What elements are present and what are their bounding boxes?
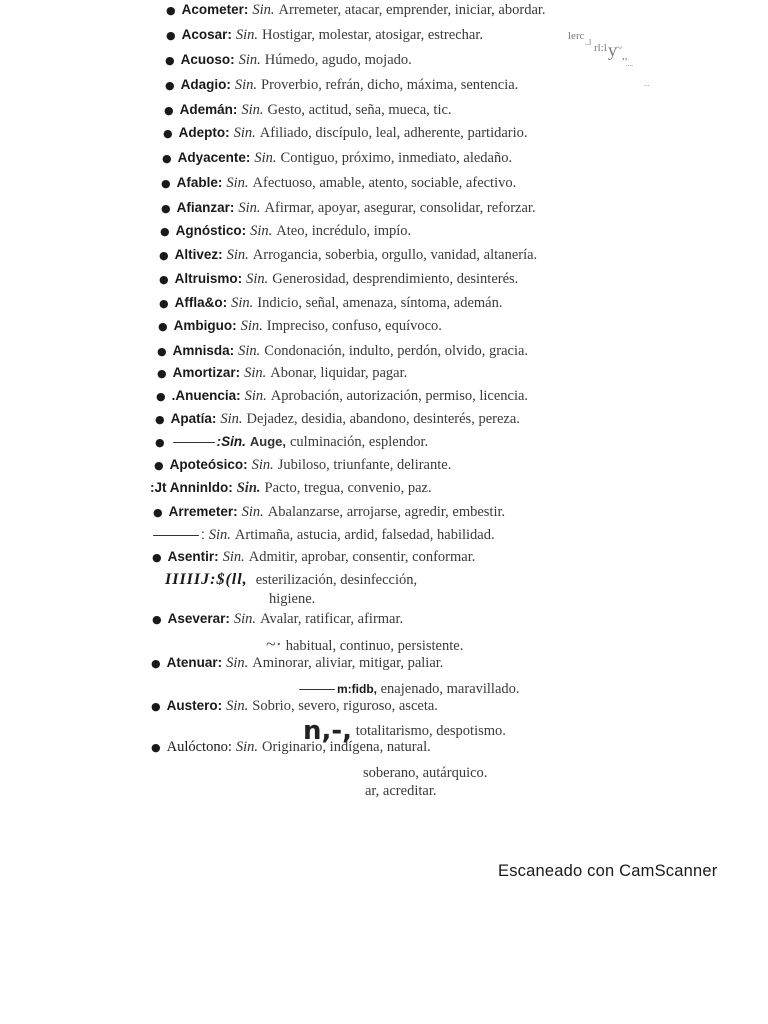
- entry-sin: Sin.: [236, 480, 261, 496]
- bullet-icon: ●: [164, 104, 174, 117]
- entry-sin: Sin.: [222, 549, 245, 565]
- entry-term: Acosar:: [181, 27, 232, 42]
- entry-sin: Sin.: [250, 223, 273, 239]
- entry-definitions: Generosidad, desprendimiento, desinterés.: [272, 271, 519, 287]
- entry-armisticio: [150, 479, 432, 497]
- entry-term: Adyacente:: [177, 150, 251, 165]
- entry-sin: Auge,: [249, 434, 286, 449]
- entry-definitions: totalitarismo, despotismo.: [355, 723, 506, 739]
- entry-term: Affla&o:: [174, 295, 228, 310]
- entry-definitions: Dejadez, desidia, abandono, desinterés, pereza.: [246, 411, 520, 427]
- scribble-text: rl:l: [594, 42, 607, 54]
- entry-definitions: Abalanzarse, arrojarse, agredir, embestir.: [267, 504, 506, 520]
- bullet-icon: ●: [155, 413, 165, 426]
- entry-acuoso: [165, 51, 412, 70]
- entry-asepsia-continued: [269, 590, 315, 608]
- bullet-icon: ●: [166, 4, 176, 17]
- entry-definitions: Pacto, tregua, convenio, paz.: [264, 480, 432, 496]
- entry-sin: Sin.: [251, 457, 274, 473]
- entry-anuencia: [156, 387, 528, 406]
- entry-sin: Sin.: [226, 175, 249, 191]
- entry-term: ~·: [266, 634, 282, 654]
- entry-definitions: enajenado, maravillado.: [380, 681, 520, 697]
- entry-definitions: Ateo, incrédulo, impío.: [276, 223, 412, 239]
- entry-term: Atenuar:: [166, 655, 223, 670]
- entry-definitions: Sobrio, severo, riguroso, asceta.: [252, 698, 438, 714]
- entry-atenuar: [151, 654, 443, 673]
- entry-sin: Sin.: [244, 388, 267, 404]
- entry-term: n,-,: [303, 716, 353, 746]
- entry-aseverar: [152, 610, 403, 629]
- scribble-text: lerc: [568, 30, 585, 42]
- entry-term: Agnóstico:: [175, 223, 247, 238]
- scribble-text: ..l: [585, 38, 592, 47]
- entry-term: Asentir:: [167, 549, 219, 564]
- entry-sin: Sin.: [226, 698, 249, 714]
- entry-amnistia: [157, 342, 528, 361]
- smudge-dash-icon: [299, 689, 335, 690]
- entry-sin: Sin.: [208, 527, 231, 543]
- entry-definitions: Afectuoso, amable, atento, sociable, afectivo.: [252, 175, 517, 191]
- entry-afable: [161, 174, 516, 193]
- scribble-text: ~: [616, 42, 622, 54]
- entry-sin: Sin.: [238, 200, 261, 216]
- entry-term: Austero:: [166, 698, 223, 713]
- entry-definitions: Hostigar, molestar, atosigar, estrechar.: [262, 27, 483, 43]
- entry-agnostico: [160, 222, 411, 241]
- entry-term: Acometer:: [181, 2, 249, 17]
- entry-altruismo: [159, 270, 518, 289]
- entry-term: :: [201, 527, 205, 542]
- entry-ademan: [164, 101, 452, 120]
- bullet-icon: ●: [166, 29, 176, 42]
- entry-term: Aseverar:: [167, 611, 230, 626]
- bullet-icon: ●: [160, 225, 170, 238]
- entry-term: Amnisda:: [172, 343, 235, 358]
- entry-sin: Sin.: [254, 150, 277, 166]
- entry-definitions: Avalar, ratificar, afirmar.: [260, 611, 404, 627]
- entry-definitions: Artimaña, astucia, ardid, falsedad, habilidad.: [234, 527, 495, 543]
- scanner-watermark: Escaneado con CamScanner: [498, 862, 718, 880]
- entry-definitions: Indicio, señal, amenaza, síntoma, ademán.: [257, 295, 503, 311]
- entry-sin: Sin.: [244, 365, 267, 381]
- bullet-icon: ●: [165, 79, 175, 92]
- bullet-icon: ●: [163, 127, 173, 140]
- bullet-icon: ●: [162, 152, 172, 165]
- entry-altivez: [159, 246, 537, 265]
- entry-definitions: Jubiloso, triunfante, delirante.: [277, 457, 452, 473]
- entry-definitions: ar, acreditar.: [365, 783, 437, 799]
- entry-definitions: Gesto, actitud, seña, mueca, tic.: [267, 102, 452, 118]
- bullet-icon: ●: [161, 202, 171, 215]
- entry-definitions: Afiliado, discípulo, leal, adherente, partidario.: [259, 125, 528, 141]
- entry-sin: Sin.: [240, 318, 263, 334]
- entry-sin: Sin.: [241, 504, 264, 520]
- entry-autoctono: [151, 738, 431, 757]
- entry-definitions: Contiguo, próximo, inmediato, aledaño.: [280, 150, 513, 166]
- entry-austero: [151, 697, 438, 716]
- entry-term: Apatía:: [170, 411, 217, 426]
- entry-term: IIIIIJ:$(ll,: [165, 571, 248, 588]
- entry-asiduo: [266, 635, 463, 655]
- entry-sin: Sin.: [220, 411, 243, 427]
- bullet-icon: ●: [154, 459, 164, 472]
- entry-term: Ambiguo:: [173, 318, 237, 333]
- entry-definitions: Afirmar, apoyar, asegurar, consolidar, reforzar.: [264, 200, 536, 216]
- scribble-text: ,,: [622, 50, 628, 62]
- entry-sin: Sin.: [226, 247, 249, 263]
- entry-definitions: Abonar, liquidar, pagar.: [270, 365, 408, 381]
- bullet-icon: ●: [155, 436, 165, 449]
- entry-amago: [159, 294, 502, 313]
- entry-definitions: Impreciso, confuso, equívoco.: [266, 318, 442, 334]
- entry-sin: Sin.: [226, 655, 249, 671]
- entry-term: :Jt Anninldo:: [150, 480, 233, 495]
- margin-scribble: [568, 28, 668, 98]
- entry-sin: Sin.: [246, 271, 269, 287]
- entry-definitions: Admitir, aprobar, consentir, conformar.: [248, 549, 476, 565]
- bullet-icon: ●: [153, 506, 163, 519]
- entry-term: Adagio:: [180, 77, 231, 92]
- entry-term: m:fidb,: [337, 682, 377, 696]
- entry-apatia: [155, 410, 520, 429]
- entry-definitions: soberano, autárquico.: [363, 765, 488, 781]
- entry-sin: Sin.: [238, 52, 261, 68]
- entry-definitions: Proverbio, refrán, dicho, máxima, sentencia.: [261, 77, 519, 93]
- bullet-icon: ●: [152, 551, 162, 564]
- entry-term: Aulóctono:: [166, 739, 232, 755]
- scribble-text: ...: [644, 80, 650, 88]
- entry-adepto: [163, 124, 528, 143]
- bullet-icon: ●: [151, 741, 161, 754]
- entry-term: Afianzar:: [176, 200, 235, 215]
- entry-asepsia: [165, 571, 417, 589]
- entry-sin: Sin.: [231, 295, 254, 311]
- entry-asentir: [152, 548, 475, 567]
- scribble-text: ....: [626, 60, 633, 68]
- entry-definitions: Originario, indígena, natural.: [262, 739, 431, 755]
- entry-term: Afable:: [176, 175, 223, 190]
- entry-term: Altruismo:: [174, 271, 243, 286]
- entry-sin: Sin.: [235, 27, 259, 43]
- bullet-icon: ●: [151, 657, 161, 670]
- entry-ambiguo: [158, 317, 442, 336]
- entry-definitions: esterilización, desinfección,: [255, 572, 418, 588]
- entry-definitions: Aprobación, autorización, permiso, licencia.: [270, 388, 529, 404]
- entry-sin: Sin.: [233, 611, 257, 627]
- entry-avalar: [365, 782, 436, 800]
- bullet-icon: ●: [157, 345, 167, 358]
- bullet-icon: ●: [159, 249, 169, 262]
- entry-definitions: habitual, continuo, persistente.: [285, 638, 464, 654]
- entry-definitions: higiene.: [269, 591, 316, 607]
- bullet-icon: ●: [156, 390, 166, 403]
- entry-sin: Sin.: [234, 77, 258, 93]
- smudge-dash-icon: [173, 442, 215, 443]
- entry-term: Ademán:: [179, 102, 238, 117]
- entry-term: Amortizar:: [172, 365, 241, 380]
- entry-definitions: Arremeter, atacar, emprender, iniciar, abordar.: [278, 2, 546, 18]
- bullet-icon: ●: [161, 177, 171, 190]
- entry-sin: Sin.: [233, 125, 256, 141]
- entry-sin: Sin.: [241, 102, 264, 118]
- entry-adagio: [165, 76, 518, 95]
- bullet-icon: ●: [165, 54, 175, 67]
- bullet-icon: ●: [159, 297, 169, 310]
- entry-apogeo: [155, 433, 428, 452]
- bullet-icon: ●: [152, 613, 162, 626]
- entry-afianzar: [161, 199, 536, 218]
- entry-atonito: [297, 680, 520, 698]
- entry-term: Altivez:: [174, 247, 223, 262]
- entry-acometer: [166, 1, 546, 20]
- entry-term: .Anuencia:: [171, 388, 241, 403]
- bullet-icon: ●: [158, 320, 168, 333]
- entry-artificio: [151, 526, 495, 544]
- entry-sin: Sin.: [252, 2, 275, 18]
- entry-amortizar: [157, 364, 407, 383]
- entry-term: Adepto:: [178, 125, 230, 140]
- bullet-icon: ●: [159, 273, 169, 286]
- entry-sin: Sin.: [235, 739, 259, 755]
- entry-term: Apoteósico:: [169, 457, 248, 472]
- entry-acosar: [166, 26, 483, 45]
- entry-definitions: Condonación, indulto, perdón, olvido, gracia.: [264, 343, 529, 359]
- entry-definitions: culminación, esplendor.: [289, 434, 429, 450]
- smudge-dash-icon: [153, 535, 199, 536]
- bullet-icon: ●: [157, 367, 167, 380]
- entry-sin: Sin.: [238, 343, 261, 359]
- entry-arremeter: [153, 503, 505, 522]
- entry-term: Acuoso:: [180, 52, 235, 67]
- entry-adyacente: [162, 149, 512, 168]
- scribble-text: y: [608, 40, 617, 60]
- entry-apoteosico: [154, 456, 451, 475]
- entry-definitions: Húmedo, agudo, mojado.: [264, 52, 412, 68]
- bullet-icon: ●: [151, 700, 161, 713]
- entry-term: Arremeter:: [168, 504, 238, 519]
- entry-autonomo: [363, 764, 487, 782]
- entry-definitions: Aminorar, aliviar, mitigar, paliar.: [252, 655, 444, 671]
- entry-term: :Sin.: [216, 434, 246, 449]
- entry-definitions: Arrogancia, soberbia, orgullo, vanidad, altanería.: [252, 247, 538, 263]
